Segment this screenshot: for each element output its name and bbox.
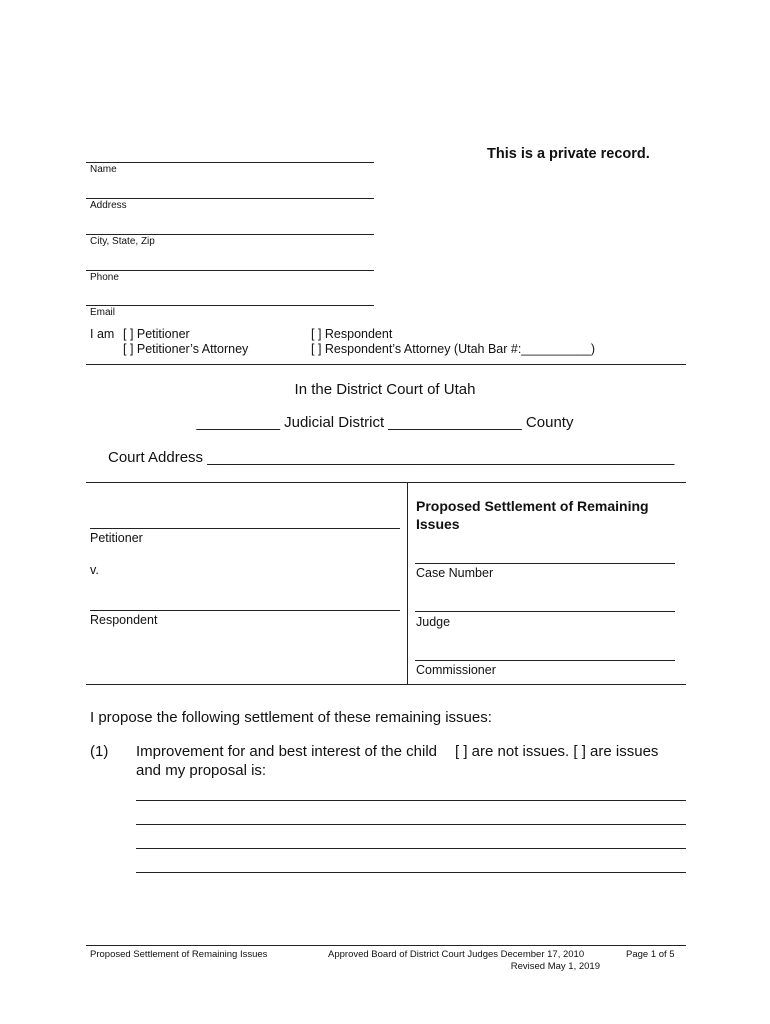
petitioner-label: Petitioner [90,531,143,545]
section-divider [86,364,686,365]
caption-bottom-border [86,684,686,685]
proposal-line-4[interactable] [136,872,686,873]
email-label: Email [90,307,116,318]
respondent-checkbox[interactable]: [ ] Respondent [311,327,393,341]
phone-label: Phone [90,272,119,283]
footer-form-name: Proposed Settlement of Remaining Issues [90,949,268,960]
court-address-line[interactable]: Court Address ________________________________________________________ [108,449,675,466]
document-title-line-1: Proposed Settlement of Remaining [416,498,649,514]
judge-line[interactable] [415,611,675,612]
judicial-district-line[interactable]: __________ Judicial District ________________ County [196,414,574,431]
case-number-line[interactable] [415,563,675,564]
document-title-line-2: Issues [416,516,460,532]
city-state-zip-label: City, State, Zip [90,236,155,247]
name-label: Name [90,164,117,175]
petitioner-name-line[interactable] [90,528,400,529]
versus-label: v. [90,563,99,577]
respondent-attorney-checkbox[interactable]: [ ] Respondent’s Attorney (Utah Bar #:__________) [311,342,595,356]
footer-divider [86,945,686,946]
proposal-line-3[interactable] [136,848,686,849]
footer-revised: Revised May 1, 2019 [510,961,600,972]
respondent-label: Respondent [90,613,158,627]
item-text: Improvement for and best interest of the child [136,743,437,760]
item-number: (1) [90,743,109,760]
private-record-notice: This is a private record. [487,146,650,162]
name-line[interactable] [86,162,374,163]
caption-top-border [86,482,686,483]
court-title: In the District Court of Utah [294,381,476,398]
proposal-line-1[interactable] [136,800,686,801]
commissioner-label: Commissioner [416,663,496,677]
judge-label: Judge [416,615,451,629]
item-continuation: and my proposal is: [136,762,267,779]
page-number: Page 1 of 5 [626,949,675,960]
respondent-name-line[interactable] [90,610,400,611]
case-number-label: Case Number [416,566,494,580]
caption-divider [407,482,408,684]
i-am-label: I am [90,327,115,341]
petitioner-attorney-checkbox[interactable]: [ ] Petitioner’s Attorney [123,342,249,356]
proposal-line-2[interactable] [136,824,686,825]
commissioner-line[interactable] [415,660,675,661]
intro-text: I propose the following settlement of these remaining issues: [90,709,492,726]
address-line[interactable] [86,198,374,199]
petitioner-checkbox[interactable]: [ ] Petitioner [123,327,190,341]
phone-line[interactable] [86,270,374,271]
address-label: Address [90,200,127,211]
city-state-zip-line[interactable] [86,234,374,235]
footer-approved: Approved Board of District Court Judges December 17, 2010 [328,949,585,960]
issue-status-checkboxes[interactable]: [ ] are not issues. [ ] are issues [455,743,659,760]
email-line[interactable] [86,305,374,306]
